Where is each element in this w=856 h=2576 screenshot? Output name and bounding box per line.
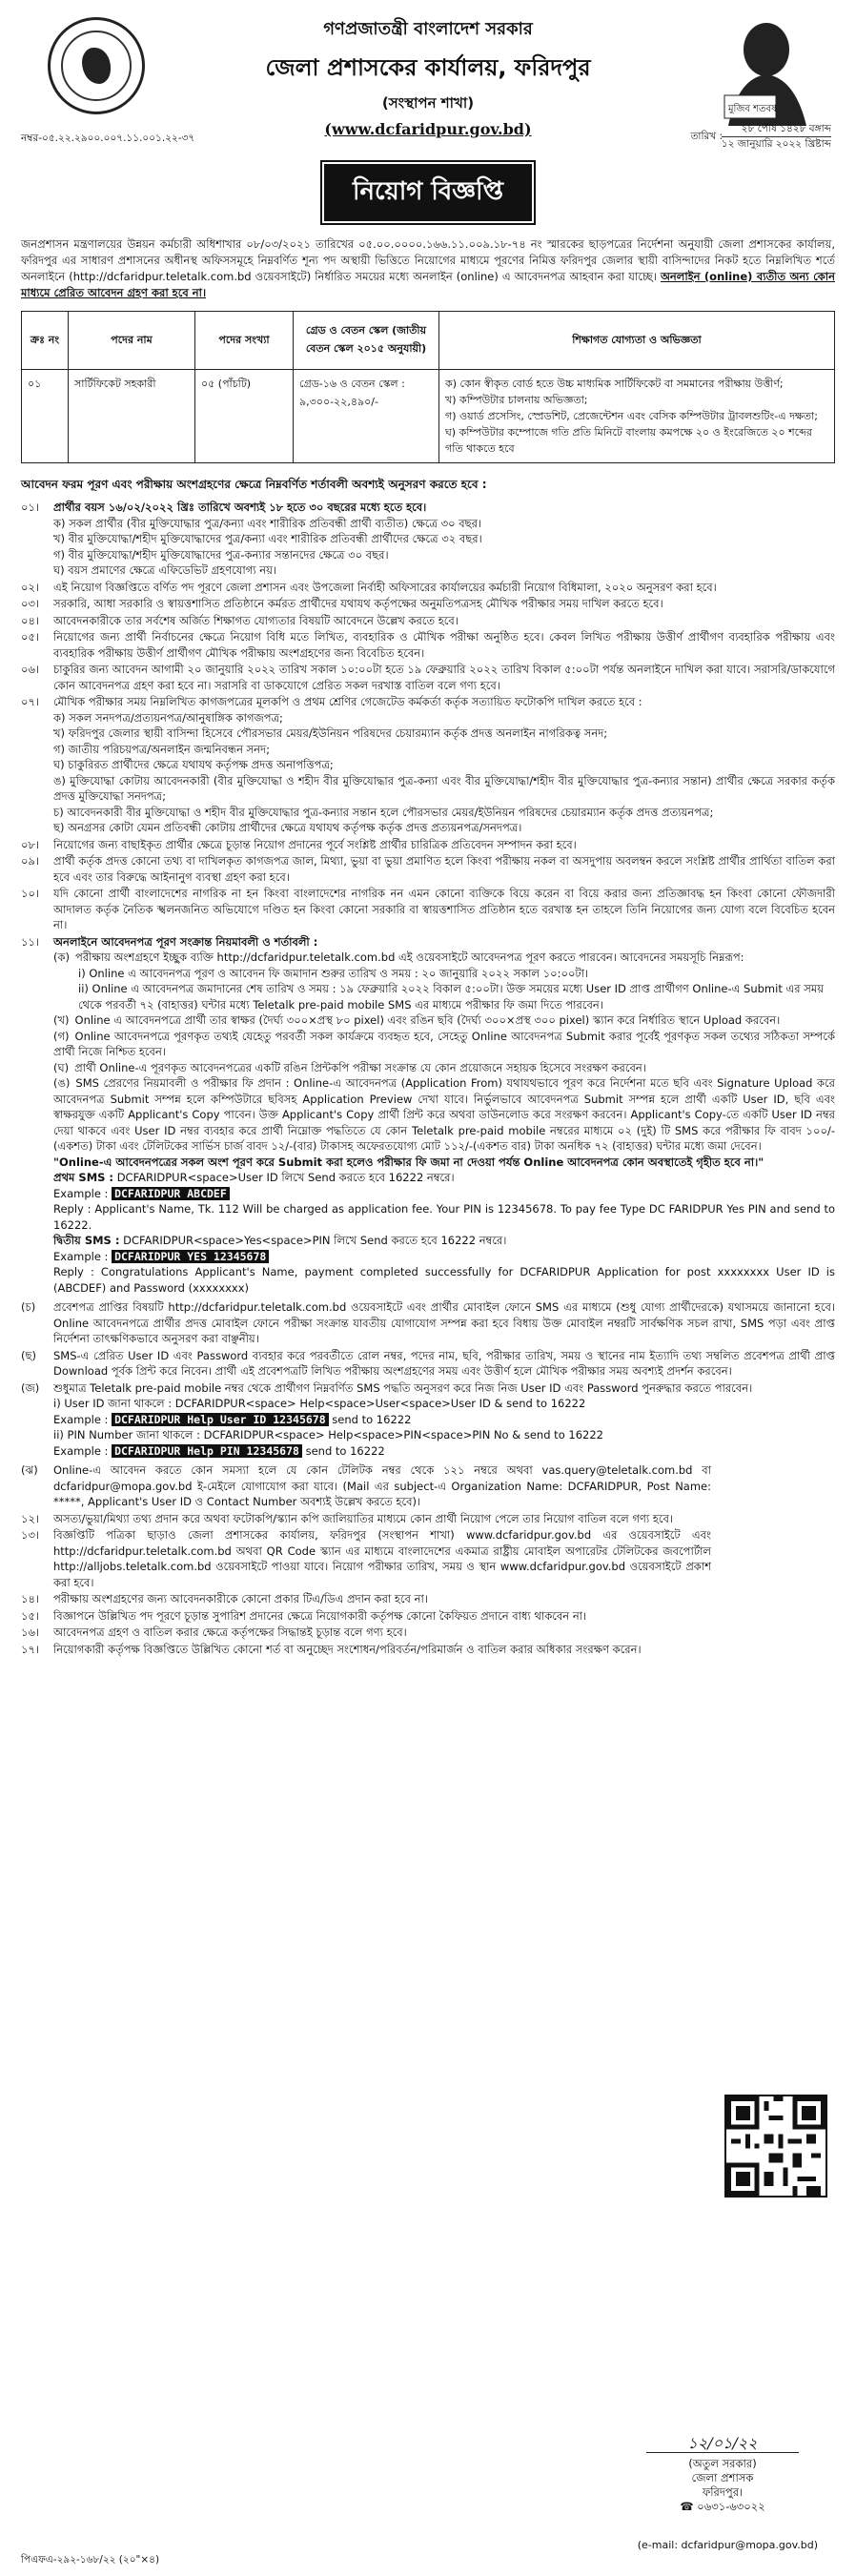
item-text: অনলাইনে আবেদনপত্র পূরণ সংক্রান্ত নিয়মাবলী ও শর্তাবলী : [53, 934, 318, 949]
item-text: নিয়োগের জন্য বাছাইকৃত প্রার্থীর ক্ষেত্রে চূড়ান্ত নিয়োগ প্রদানের পূর্বে সংশ্লিষ্ট প্রার্থীর চারিত্রিক প্রতিবেদন সম্পাদন করা হবে। [53, 837, 577, 851]
list-item [21, 1527, 711, 1590]
item-number: (ঝ) [21, 1463, 38, 1477]
item-text: গ) জাতীয় পরিচয়পত্র/অনলাইন জন্মনিবন্ধন সনদ; [53, 742, 270, 756]
item-number: ১৫। [21, 1608, 40, 1623]
list-item [21, 757, 835, 773]
item-text: চ) আবেদনকারী বীর মুক্তিযোদ্ধা ও শহীদ বীর মুক্তিযোদ্ধার পুত্র-কন্যার সন্তান হলে পৌরসভার মেয়র/ইউনিয়ন পরিষদের চেয়ারম্যান কর্তৃক প্রদত্ত প্রত্যয়নপত্র; [53, 805, 714, 819]
title-wrap [21, 164, 835, 221]
list-item [21, 1012, 835, 1029]
item-text: চাকুরির জন্য আবেদন আগামী ২০ জানুয়ারি ২০২২ তারিখ সকাল ১০:০০টা হতে ১৯ ফেব্রুয়ারি ২০২২ তারিখ বিকাল ৫:০০টা পর্যন্ত অনলাইনে দাখিল করা যাবে। সরাসরি/ডাকযোগে কোন আবেদনপত্র গ্রহণ করা হবে না। সরাসরি বা ডাকযোগে প্রেরিত সকল দরখাস্ত বাতিল বলে গণ্য হবে। [53, 663, 835, 692]
date-bangla: ২৮ পৌষ ১৪২৮ বঙ্গাব্দ [741, 123, 831, 134]
header [21, 10, 835, 153]
item-text: আবেদনপত্র গ্রহণ ও বাতিল করার ক্ষেত্রে কর্তৃপক্ষের সিদ্ধান্তই চূড়ান্ত বলে গণ্য হবে। [53, 1625, 407, 1639]
list-item [21, 1380, 835, 1397]
list-item [21, 1029, 835, 1060]
item-text: Online এ আবেদনপত্রে প্রার্থী তার স্বাক্ষর (দৈর্ঘ্য ৩০০×প্রস্থ ৮০ pixel) এবং রঙিন ছবি (দৈর্ঘ্য ৩০০×প্রস্থ ৩০০ pixel) স্ক্যান করে নির্ধারিত স্থানে Upload করবেন। [74, 1013, 781, 1027]
item-number: ১৭। [21, 1642, 40, 1656]
item-text: নিয়োগকারী কর্তৃপক্ষ বিজ্ঞপ্তিতে উল্লিখিত কোনো শর্ত বা অনুচ্ছেদ সংশোধন/পরিবর্তন/পরিমার্জন ও বাতিল করার অধিকার সংরক্ষণ করেন। [53, 1642, 642, 1656]
list-item [21, 966, 835, 982]
sms-example-label: Example : [53, 1412, 109, 1426]
row-requirements [439, 370, 835, 463]
item-number: ০২। [21, 580, 40, 594]
item-number: ১৪। [21, 1592, 40, 1605]
list-item [21, 562, 835, 579]
list-item [21, 1591, 711, 1607]
recover-pin-example: DCFARIDPUR Help PIN 12345678 [112, 1444, 302, 1458]
recover-send-to: send to 16222 [305, 1443, 385, 1458]
date-block [722, 122, 831, 152]
posts-table [21, 311, 835, 463]
item-text: সরকারি, আধা সরকারি ও স্বায়ত্তশাসিত প্রতিষ্ঠানে কর্মরত প্রার্থীদের যথাযথ কর্তৃপক্ষের অনুমতিপত্রসহ মৌখিক পরীক্ষার সময় দাখিল করতে হবে। [53, 597, 663, 610]
table-row [22, 370, 835, 463]
memo-number: নম্বর-০৫.২২.২৯০০.০০৭.১১.০০১.২২-৩৭ [21, 133, 195, 144]
conditions-list-3 [21, 1462, 835, 1657]
col-sl: ক্রঃ নং [22, 312, 69, 370]
row-grade: গ্রেড-১৬ ও বেতন স্কেল : ৯,৩০০-২২,৪৯০/- [294, 370, 439, 463]
item-number: ০৮। [21, 837, 40, 851]
list-item [21, 580, 835, 596]
list-item [21, 1511, 711, 1527]
conditions-list [21, 500, 835, 1170]
item-text: "Online-এ আবেদনপত্রের সকল অংশ পূরণ করে Submit করা হলেও পরীক্ষার ফি জমা না দেওয়া পর্যন্ত Online আবেদনপত্র কোন অবস্থাতেই গৃহীত হবে না।" [53, 1155, 764, 1169]
qr-code-icon[interactable] [724, 2095, 827, 2198]
header-titles [173, 15, 683, 138]
item-text: আবেদনকারীকে তার সর্বশেষ অর্জিত শিক্ষাগত যোগ্যতার বিষয়টি আবেদনে উল্লেখ করতে হবে। [53, 613, 459, 627]
branch-name: (সংস্থাপন শাখা) [381, 94, 475, 112]
sms-second-reply: Reply : Congratulations Applicant's Name, payment completed successfully for DCFARIDPUR Application for post xxxxxxxx User ID is (ABCDEF) and Password (xxxxxxxx) [53, 1265, 835, 1295]
list-item [21, 820, 835, 836]
list-item [21, 837, 835, 853]
item-text: যদি কোনো প্রার্থী বাংলাদেশের নাগরিক না হন কিংবা বাংলাদেশের নাগরিক নন এমন কোনো ব্যক্তিকে বিয়ে করেন বা বিয়ে করার জন্য প্রতিজ্ঞাবদ্ধ হন কিংবা কোনো ফৌজদারী আদালত কর্তৃক নৈতিক স্খলনজনিত অভিযোগে দণ্ডিত হন কিংবা কোনো সরকারি বা স্বায়ত্তশাসিত প্রতিষ্ঠান হতে বরখাস্ত হন তাহলে তিনি নিয়োগের জন্য যোগ্য বলে বিবেচিত হবেন না। [53, 887, 835, 931]
date-label: তারিখ : [690, 131, 723, 142]
item-text: প্রার্থী কর্তৃক প্রদত্ত কোনো তথ্য বা দাখিলকৃত কাগজপত্র জাল, মিথ্যা, ভুয়া বা ভুয়া প্রমাণিত হলে কিংবা পরীক্ষায় নকল বা অসদুপায় অবলম্বন করলে সংশ্লিষ্ট প্রার্থীর প্রার্থিতা বাতিল করা হবে এবং তার বিরুদ্ধে আইনানুগ ব্যবস্থা গ্রহণ করা হবে। [53, 854, 835, 884]
item-number: ০৫। [21, 630, 40, 644]
signatory-place: ফরিদপুর। [702, 2485, 744, 2499]
item-number: ১১। [21, 934, 40, 949]
item-number: ১০। [21, 887, 40, 900]
list-item [21, 1642, 711, 1658]
signatory-name: (অতুল সরকার) [688, 2457, 757, 2470]
date-english: ১২ জানুয়ারি ২০২২ খ্রিষ্টাব্দ [721, 138, 831, 150]
item-text: প্রবেশপত্র প্রাপ্তির বিষয়টি http://dcfaridpur.teletalk.com.bd ওয়েবসাইটে এবং প্রার্থীর মোবাইল ফোনে SMS এর মাধ্যমে (শুধু যোগ্য প্রার্থীদেরকে) যথাসময়ে জানানো হবে। Online আবেদনপত্রে প্রার্থীর প্রদত্ত মোবাইল ফোনে পরীক্ষা সংক্রান্ত যাবতীয় যোগাযোগ সম্পন্ন করা হবে বিধায় উক্ত মোবাইল নম্বরটি সার্বক্ষণিক সচল রাখা, SMS পড়া এবং প্রাপ্ত নির্দেশনা তাৎক্ষণিকভাবে অনুসরণ করা বাঞ্ছনীয়। [53, 1300, 835, 1345]
item-text: নিয়োগের জন্য প্রার্থী নির্বাচনের ক্ষেত্রে নিয়োগ বিধি মতে লিখিত, ব্যবহারিক ও মৌখিক পরীক্ষা অনুষ্ঠিত হবে। কেবল লিখিত পরীক্ষায় উত্তীর্ণ প্রার্থীগণ ব্যবহারিক পরীক্ষায় এবং ব্যবহারিক পরীক্ষায় উত্তীর্ণ প্রার্থীগণ মৌখিক পরীক্ষায় অংশগ্রহণের জন্য বিবেচিত হবেন। [53, 630, 835, 660]
list-item [21, 886, 835, 933]
item-text: ii) Online এ আবেদনপত্র জমাদানের শেষ তারিখ ও সময় : ১৯ ফেব্রুয়ারি ২০২২ বিকাল ৫:০০টা। উক্ত সময়ের মধ্যে User ID প্রাপ্ত প্রার্থীগণ Online-এ Submit এর সময় থেকে পরবর্তী ৭২ (বাহাত্তর) ঘন্টার মধ্যে Teletalk pre-paid mobile SMS এর মাধ্যমে পরীক্ষার ফি জমা দিতে পারবেন। [78, 982, 824, 1012]
list-item [21, 1608, 711, 1625]
item-number: ১৩। [21, 1528, 40, 1542]
list-item [21, 950, 835, 966]
item-text: SMS-এ প্রেরিত User ID এবং Password ব্যবহার করে পরবর্তীতে রোল নম্বর, পদের নাম, ছবি, পরীক্ষার তারিখ, সময় ও স্থানের নাম ইত্যাদি তথ্য সম্বলিত প্রবেশপত্র প্রার্থী প্রাপ্ত Download পূর্বক প্রিন্ট করে নিবেন। প্রার্থী এই প্রবেশপত্রটি লিখিত পরীক্ষায় অংশগ্রহণের সময় এবং উত্তীর্ণ হলে মৌখিক পরীক্ষার সময় অবশ্যই প্রদর্শন করবেন। [53, 1348, 835, 1378]
office-name: জেলা প্রশাসকের কার্যালয়, ফরিদপুর [265, 54, 591, 81]
item-text: ঙ) মুক্তিযোদ্ধা কোটায় আবেদনকারী (বীর মুক্তিযোদ্ধা ও শহীদ বীর মুক্তিযোদ্ধার পুত্র-কন্যা এবং বীর মুক্তিযোদ্ধা/শহীদ বীর মুক্তিযোদ্ধার পুত্র-কন্যার সন্তান) প্রার্থীর ক্ষেত্রে সরকার কর্তৃক প্রদত্ত মুক্তিযোদ্ধা সনদপত্র; [53, 773, 835, 803]
req-item: খ) কম্পিউটার চালনায় অভিজ্ঞতা; [445, 394, 588, 406]
sms-example-label: Example : [53, 1186, 109, 1200]
item-number: (জ) [21, 1380, 40, 1395]
req-item: গ) ওয়ার্ড প্রসেসিং, স্প্রেডশিট, প্রেজেন্টেশন এবং বেসিক কম্পিউটার ট্রাবলশুটিং-এ দক্ষতা; [445, 410, 818, 422]
req-item: ঘ) কম্পিউটার কম্পোজে গতি প্রতি মিনিটে বাংলায় কমপক্ষে ২০ ও ইংরেজিতে ২০ শব্দের গতি থাকতে হবে [445, 426, 812, 455]
list-item [21, 773, 835, 805]
item-number: ০১। [21, 501, 40, 514]
list-item [21, 694, 835, 710]
recover-uid-line: i) User ID জানা থাকলে : DCFARIDPUR<space> Help<space>User<space>User ID & send to 16222 [53, 1397, 586, 1410]
item-number: ০৪। [21, 613, 40, 627]
sms-example-label: Example : [53, 1443, 109, 1458]
government-seal-icon [48, 17, 145, 114]
item-text: ক) সকল প্রার্থীর (বীর মুক্তিযোদ্ধার পুত্র/কন্যা এবং শারীরিক প্রতিবন্ধী প্রার্থী ব্যতীত) ক্ষেত্রে ৩০ বছর। [53, 516, 482, 530]
signatory-phone: ☎ ০৬৩১-৬৩০২২ [680, 2500, 765, 2513]
sms-first-format: DCFARIDPUR<space>User ID লিখে Send করতে হবে 16222 নম্বরে। [116, 1171, 455, 1184]
intro-bold: অনলাইন (online) ব্যতীত অন্য কোন মাধ্যমে প্রেরিত আবেদন গ্রহণ করা হবে না। [21, 270, 835, 299]
row-post: সার্টিফিকেট সহকারী [69, 370, 195, 463]
list-item [21, 805, 835, 821]
item-number: (ঙ) [53, 1076, 71, 1090]
item-text: ছ) অনগ্রসর কোটা যেমন প্রতিবন্ধী কোটায় প্রার্থীদের ক্ষেত্রে যথাযথ কর্তৃপক্ষ কর্তৃক প্রদত্ত প্রত্যয়নপত্র/সনদপত্র। [53, 821, 522, 834]
notice-title: নিয়োগ বিজ্ঞপ্তি [324, 164, 532, 221]
list-item [21, 629, 835, 661]
list-item [21, 596, 835, 612]
list-item [21, 1060, 835, 1076]
item-text: i) Online এ আবেদনপত্র পূরণ ও আবেদন ফি জমাদান শুরুর তারিখ ও সময় : ২০ জানুয়ারি ২০২২ সকাল ১০:০০টা। [78, 966, 589, 980]
item-text: বিজ্ঞাপনে উল্লিখিত পদ পূরণে চূড়ান্ত সুপারিশ প্রদানের ক্ষেত্রে নিয়োগকারী কর্তৃপক্ষ কোনো কৈফিয়ত প্রদানে বাধ্য থাকবেন না। [53, 1608, 587, 1623]
item-number: (ছ) [21, 1348, 36, 1362]
mujib-portrait-logo-icon [700, 11, 814, 126]
recover-instructions [21, 1396, 835, 1459]
item-text: মৌখিক পরীক্ষার সময় নিম্নলিখিত কাগজপত্রের মূলকপি ও প্রথম শ্রেণির গেজেটেড কর্মকর্তা কর্তৃক সত্যায়িত ফটোকপি দাখিল করতে হবে : [53, 695, 642, 708]
item-text: SMS প্রেরণের নিয়মাবলী ও পরীক্ষার ফি প্রদান : Online-এ আবেদনপত্র (Application From) যথাযথভাবে পূরণ করে নির্দেশনা মতে ছবি এবং Signature Upload করে আবেদনপত্র Submit সম্পন্ন হলে কম্পিউটারে ছবিসহ Application Preview দেখা যাবে। নির্ভুলভাবে আবেদনপত্র Submit সম্পন্ন হলে প্রার্থী একটি User ID, ছবি এবং স্বাক্ষরযুক্ত একটি Applicant's Copy পাবেন। উক্ত Applicant's Copy প্রার্থী প্রিন্ট করে অথবা ডাউনলোড করে সংরক্ষণ করবেন। Applicant's Copy-তে একটি User ID নম্বর দেয়া থাকবে এবং User ID নম্বর ব্যবহার করে প্রার্থী নিম্নোক্ত পদ্ধতিতে যে কোন Teletalk pre-paid mobile নম্বরের মাধ্যমে ০২ (দুই) টি SMS করে পরীক্ষার ফি বাবদ ১০০/-(একশত) টাকা এবং টেলিটকের সার্ভিস চার্জ বাবদ ১২/-(বার) টাকাসহ অফেরতযোগ্য মোট ১১২/-(একশত বার) টাকা অনধিক ৭২ (বাহাত্তর) ঘন্টার মধ্যে জমা দেবেন। [53, 1076, 835, 1153]
item-text: পরীক্ষায় অংশগ্রহণের জন্য আবেদনকারীকে কোনো প্রকার টিএ/ডিএ প্রদান করা হবে না। [53, 1592, 428, 1605]
sms-second-example: DCFARIDPUR YES 12345678 [112, 1250, 269, 1263]
item-number: (গ) [53, 1029, 70, 1043]
list-item [21, 853, 835, 885]
list-item [21, 1075, 835, 1155]
sms-first-example: DCFARIDPUR ABCDEF [112, 1187, 230, 1200]
website-link[interactable]: (www.dcfaridpur.gov.bd) [324, 120, 532, 138]
sms-example-label: Example : [53, 1249, 109, 1263]
list-item [21, 934, 835, 951]
item-number: (খ) [53, 1013, 70, 1027]
item-text: Online-এ আবেদন করতে কোন সমস্যা হলে যে কোন টেলিটক নম্বর থেকে ১২১ নম্বরে অথবা vas.query@teletalk.com.bd বা dcfaridpur@mopa.gov.bd ই-মেইলে যোগাযোগ করা যাবে। (Mail এর subject-এ Organization Name: DCFARIDPUR, Post Name: *****, Applicant's User ID ও Contact Number অবশ্যই উল্লেখ করতে হবে)। [53, 1463, 711, 1508]
item-number: (ঘ) [53, 1060, 70, 1074]
item-text: ঘ) চাকুরিরত প্রার্থীদের ক্ষেত্রে যথাযথ কর্তৃপক্ষ প্রদত্ত অনাপত্তিপত্র; [53, 758, 334, 771]
item-number: (চ) [21, 1300, 36, 1314]
mujib-logo-text: মুজিব শতবর্ষ 100 [728, 104, 798, 114]
sms-second-label: দ্বিতীয় SMS : [53, 1234, 120, 1247]
list-item [21, 547, 835, 563]
item-text: ক) সকল সনদপত্র/প্রত্যয়নপত্র/আনুষাঙ্গিক কাগজপত্র; [53, 710, 283, 725]
item-number: ০৬। [21, 663, 40, 676]
item-number: ১৬। [21, 1625, 40, 1639]
item-text: অসত্য/ভুয়া/মিথ্যা তথ্য প্রদান করে অথবা ফটোকপি/স্ক্যান কপি জালিয়াতির মাধ্যমে কোন প্রার্থী নিয়োগ পেলে তার নিয়োগ বাতিল বলে গণ্য হবে। [53, 1511, 674, 1525]
footer-code: পিএফএ-২৯২-১৬৮/২২ (২০"×৪) [21, 2554, 160, 2566]
memo-row [21, 122, 835, 153]
col-grade: গ্রেড ও বেতন স্কেল (জাতীয় বেতন স্কেল ২০১৫ অনুযায়ী) [294, 312, 439, 370]
item-text: পরীক্ষায় অংশগ্রহণে ইচ্ছুক ব্যক্তি http://dcfaridpur.teletalk.com.bd এই ওয়েবসাইটে আবেদনপত্র পূরণ করতে পারবেন। আবেদনের সময়সূচি নিম্নরূপ: [75, 951, 744, 964]
recover-send-to: send to 16222 [332, 1412, 412, 1426]
item-text: Online আবেদনপত্রে পূরণকৃত তথ্যই যেহেতু পরবর্তী সকল কার্যক্রমে ব্যবহৃত হবে, সেহেতু Online আবেদনপত্র Submit করার পূর্বেই পূরণকৃত সকল তথ্যের সঠিকতা সম্পর্কে প্রার্থী নিজে নিশ্চিত হবেন। [53, 1029, 835, 1058]
item-text: খ) ফরিদপুর জেলার স্থায়ী বাসিন্দা হিসেবে পৌরসভার মেয়র/ইউনিয়ন পরিষদের চেয়ারম্যান কর্তৃক প্রদত্ত অনলাইন নাগরিকত্ব সনদ; [53, 726, 608, 740]
list-item [21, 1625, 711, 1641]
conditions-list-2 [21, 1299, 835, 1396]
list-item [21, 710, 835, 726]
item-text: শুধুমাত্র Teletalk pre-paid mobile নম্বর থেকে প্রার্থীগণ নিম্নবর্ণিত SMS পদ্ধতি অনুসরণ করে নিজ নিজ User ID এবং Password পুনরুদ্ধার করতে পারবেন। [53, 1380, 753, 1395]
item-text: গ) বীর মুক্তিযোদ্ধা/শহীদ মুক্তিযোদ্ধাদের পুত্র-কন্যার সন্তানদের ক্ষেত্রে ৩০ বছর। [53, 547, 389, 562]
signature-mark: ১২/০১/২২ [646, 2436, 799, 2453]
row-sl: ০১ [22, 370, 69, 463]
list-item [21, 1348, 835, 1380]
sms-first-reply: Reply : Applicant's Name, Tk. 112 Will be charged as application fee. Your PIN is 12345678. To pay fee Type DC FARIDPUR Yes PIN and send to 16222. [53, 1202, 835, 1232]
item-text: বিজ্ঞপ্তিটি পত্রিকা ছাড়াও জেলা প্রশাসকের কার্যালয়, ফরিদপুর (সংস্থাপন শাখা) www.dcfaridpur.gov.bd এর ওয়েবসাইটে এবং http://dcfaridpur.teletalk.com.bd অথবা QR Code স্ক্যান এর মাধ্যমে বাংলাদেশের একমাত্র রাষ্ট্রীয় মোবাইল অপারেটর টেলিটকের জবপোর্টাল http://alljobs.teletalk.com.bd ওয়েবসাইটে পাওয়া যাবে। নিয়োগ পরীক্ষার তারিখ, সময় ও স্থান www.dcfaridpur.gov.bd ওয়েবসাইটে প্রকাশ করা হবে। [53, 1528, 711, 1589]
col-post: পদের নাম [69, 312, 195, 370]
signature-block [627, 2436, 818, 2514]
signatory-title: জেলা প্রশাসক [691, 2471, 754, 2484]
item-text: এই নিয়োগ বিজ্ঞপ্তিতে বর্ণিত পদ পূরণে জেলা প্রশাসন এবং উপজেলা নির্বাহী অফিসারের কার্যালয়ের কর্মচারী নিয়োগ বিধিমালা, ২০২০ অনুসরণ করা হবে। [53, 580, 717, 594]
list-item [21, 742, 835, 758]
item-text: ঘ) বয়স প্রমাণের ক্ষেত্রে এফিডেভিট গ্রহণযোগ্য নয়। [53, 563, 277, 577]
item-text: প্রার্থী Online-এ পূরণকৃত আবেদনপত্রের একটি রঙিন প্রিন্টকপি পরীক্ষা সংক্রান্ত যে কোন প্রয়োজনে সহায়ক হিসেবে সংরক্ষণ করবেন। [74, 1060, 646, 1074]
recover-uid-example: DCFARIDPUR Help User ID 12345678 [112, 1413, 329, 1426]
list-item [21, 1462, 711, 1510]
list-item [21, 981, 835, 1012]
item-number: ১২। [21, 1511, 40, 1525]
col-count: পদের সংখ্যা [195, 312, 294, 370]
list-item [21, 516, 835, 532]
list-item [21, 531, 835, 547]
intro-paragraph [21, 236, 835, 301]
conditions-title: আবেদন ফরম পূরণ এবং পরীক্ষায় অংশগ্রহণের ক্ষেত্রে নিম্নবর্ণিত শর্তাবলী অবশ্যই অনুসরণ করতে হবে : [21, 478, 487, 491]
list-item [21, 1155, 835, 1171]
row-count: ০৫ (পাঁচটি) [195, 370, 294, 463]
recover-pin-line: ii) PIN Number জানা থাকলে : DCFARIDPUR<space> Help<space>PIN<space>PIN No & send to 16222 [53, 1428, 603, 1441]
list-item [21, 1299, 835, 1347]
govt-name: গণপ্রজাতন্ত্রী বাংলাদেশ সরকার [323, 19, 533, 39]
item-number: ০৩। [21, 597, 40, 610]
list-item [21, 662, 835, 693]
sms-second-format: DCFARIDPUR<space>Yes<space>PIN লিখে Send করতে হবে 16222 নম্বরে। [123, 1234, 507, 1247]
table-header-row [22, 312, 835, 370]
signatory-email[interactable]: (e-mail: dcfaridpur@mopa.gov.bd) [637, 2539, 818, 2551]
item-number: (ক) [53, 951, 71, 964]
list-item [21, 726, 835, 742]
intro-text: জনপ্রশাসন মন্ত্রণালয়ের উন্নয়ন কর্মচারী অধিশাখার ০৮/০৩/২০২১ তারিখের ০৫.০০.০০০০.১৬৬.১১.০০৯.১৮-৭৪ নং স্মারকের ছাড়পত্রের নির্দেশনা অনুযায়ী জেলা প্রশাসকের কার্যালয়, ফরিদপুর এর সাধারণ প্রশাসনের অধীনস্থ অফিসসমূহে নিম্নবর্ণিত শূন্য পদ অস্থায়ী ভিত্তিতে নিয়োগের মাধ্যমে পূরণের নিমিত্ত ফরিদপুর জেলার স্থায়ী বাসিন্দাদের নিকট হতে নিম্নলিখিত শর্তে অনলাইনে (http://dcfaridpur.teletalk.com.bd ওয়েবসাইটে) নির্ধারিত সময়ের মধ্যে অনলাইন (online) এ আবেদনপত্র আহবান করা যাচ্ছে। [21, 237, 835, 283]
req-item: ক) কোন স্বীকৃত বোর্ড হতে উচ্চ মাধ্যমিক সার্টিফিকেট বা সমমানের পরীক্ষায় উত্তীর্ণ; [445, 378, 784, 390]
item-text: প্রার্থীর বয়স ১৬/০২/২০২২ খ্রিঃ তারিখে অবশ্যই ১৮ হতে ৩০ বছরের মধ্যে হতে হবে। [53, 501, 427, 514]
sms-instructions [21, 1170, 835, 1296]
list-item [21, 613, 835, 629]
item-text: খ) বীর মুক্তিযোদ্ধা/শহীদ মুক্তিযোদ্ধাদের পুত্র/কন্যা এবং শারীরিক প্রতিবন্ধী প্রার্থীদের ক্ষেত্রে ৩২ বছর। [53, 532, 482, 545]
item-number: ০৯। [21, 854, 40, 868]
sms-first-label: প্রথম SMS : [53, 1171, 114, 1184]
list-item [21, 500, 835, 516]
col-requirements: শিক্ষাগত যোগ্যতা ও অভিজ্ঞতা [439, 312, 835, 370]
item-number: ০৭। [21, 695, 40, 708]
